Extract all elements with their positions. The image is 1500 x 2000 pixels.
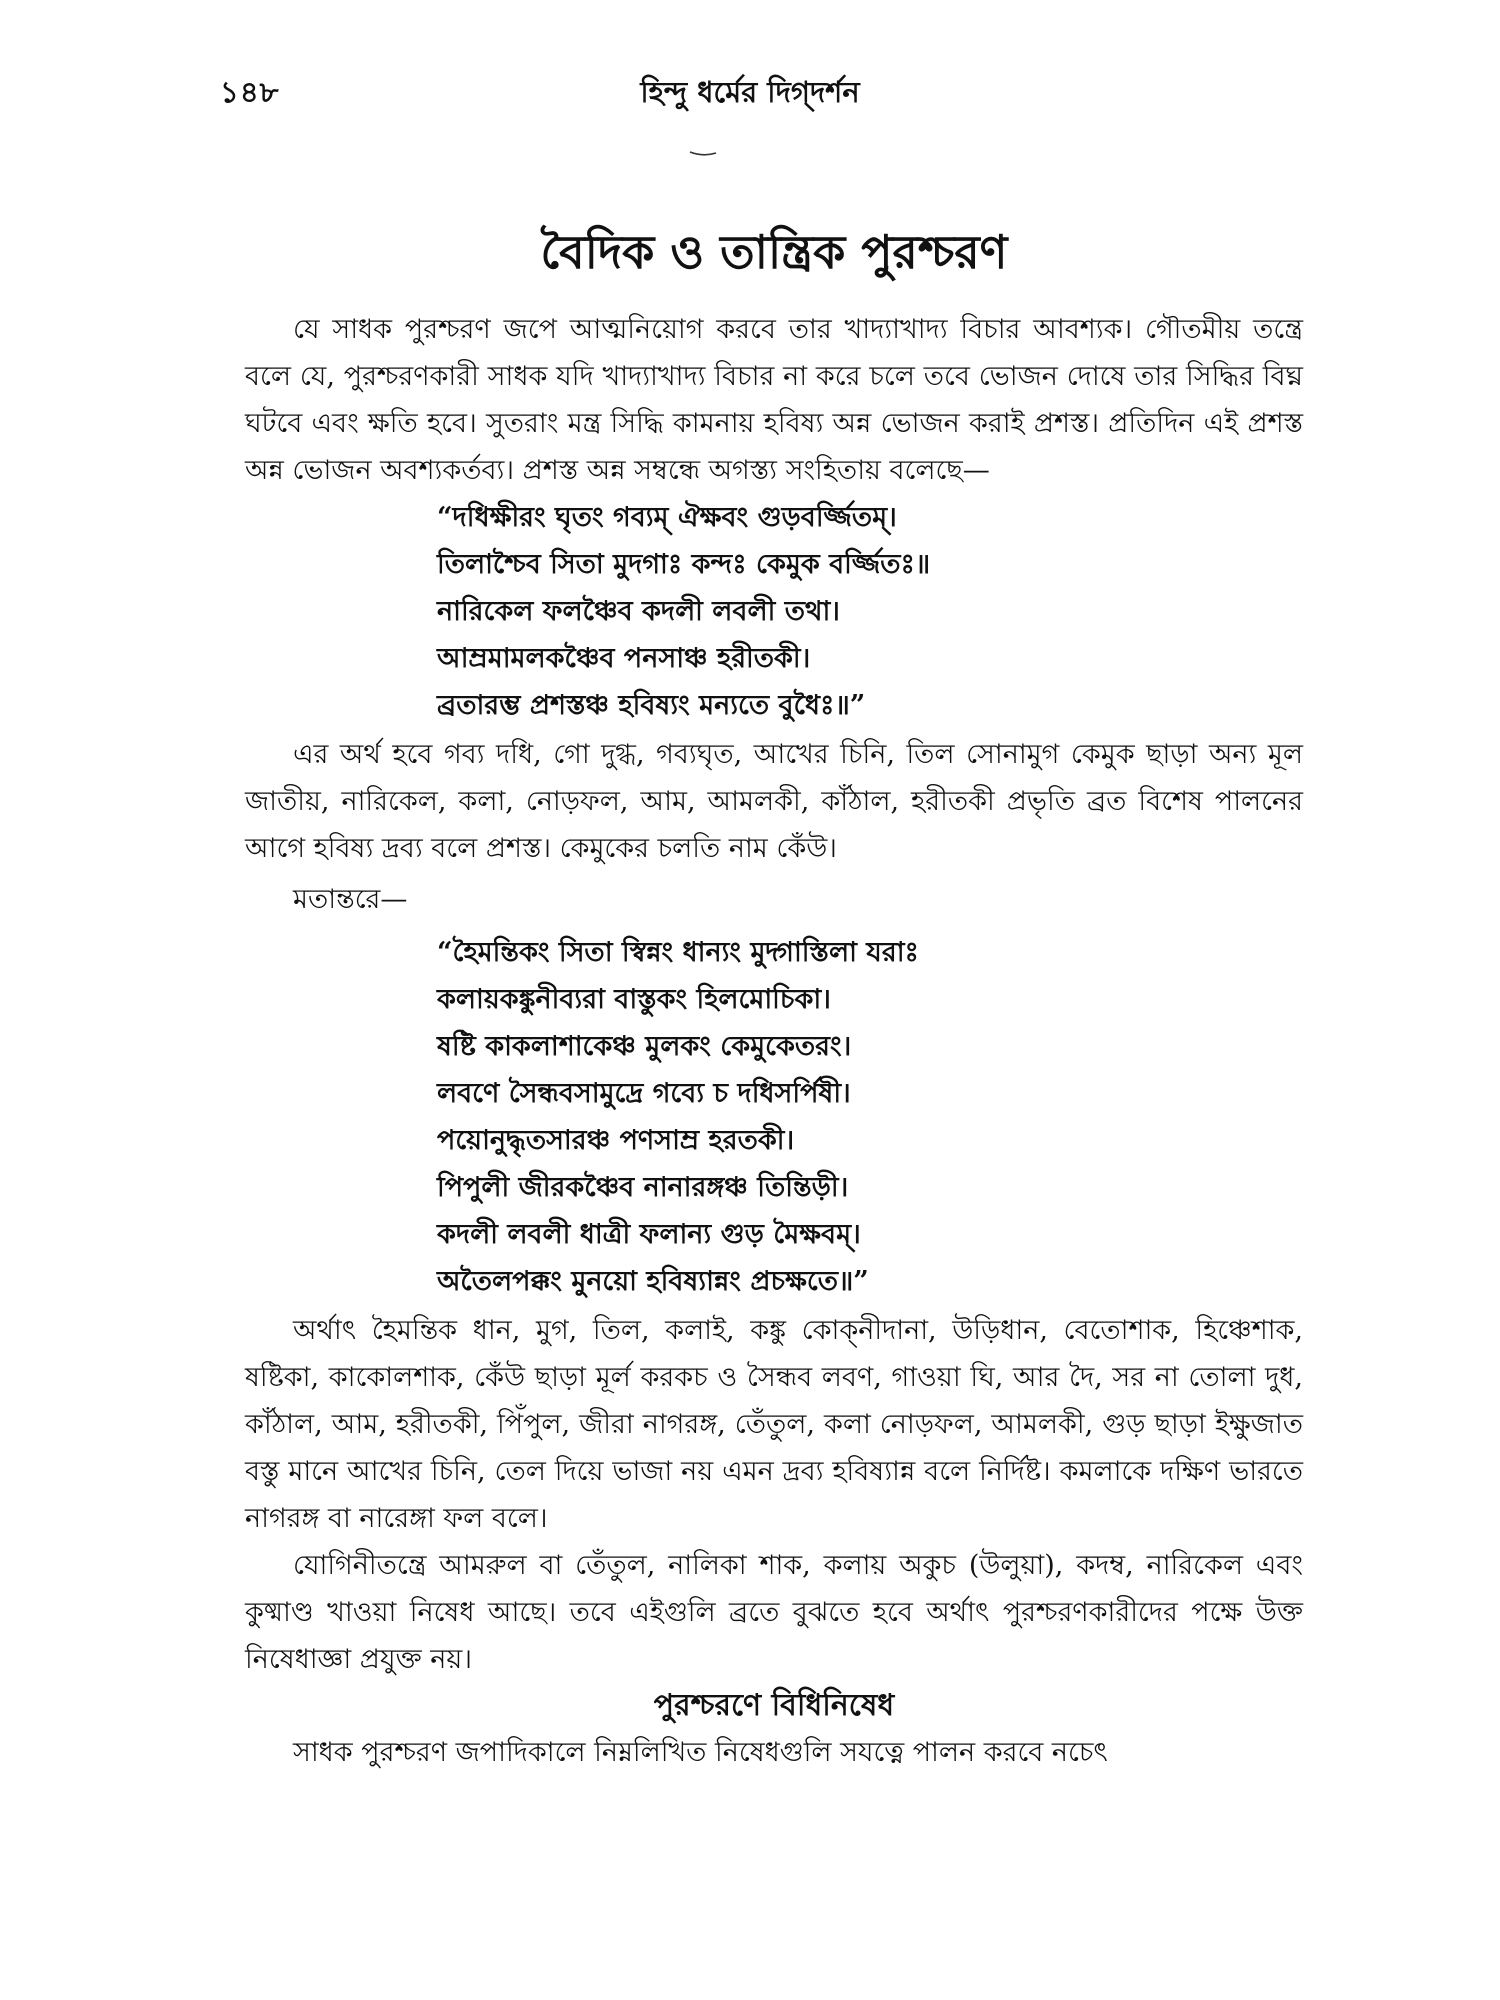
- verse-line: “হৈমন্তিকং সিতা স্বিন্নং ধান্যং মুদ্গাস্তিলা যরাঃ: [437, 937, 919, 968]
- paragraph-explanation: অর্থাৎ হৈমন্তিক ধান, মুগ, তিল, কলাই, কঙ্কু কোক্‌নীদানা, উড়িধান, বেতোশাক, হিঞ্চেশাক, ষষ্টিকা, কাকোলশাক, কেঁউ ছাড়া মূর্ল করকচ ও সৈন্ধব লবণ, গাওয়া ঘি, আর দৈ, সর না তোলা দুধ, কাঁঠাল, আম, হরীতকী, পিঁপুল, জীরা নাগরঙ্গ, তেঁতুল, কলা নোড়ফল, আমলকী, গুড় ছাড়া ইক্ষুজাত বস্তু মানে আখের চিনি, তেল দিয়ে ভাজা নয় এমন দ্রব্য হবিষ্যান্ন বলে নির্দিষ্ট। কমলাকে দক্ষিণ ভারতে নাগরঙ্গ বা নারেঙ্গা ফল বলে।: [245, 1315, 1303, 1534]
- page-body: [245, 222, 1303, 1776]
- verse-alternate: [245, 929, 1303, 1305]
- page-header: [0, 70, 1500, 110]
- verse-line: পিপুলী জীরকঞ্চৈব নানারঙ্গঞ্চ তিন্তিড়ী।: [437, 1172, 849, 1203]
- verse-line: তিলাশ্চৈব সিতা মুদগাঃ কন্দঃ কেমুক বৰ্জ্জিতঃ॥: [437, 549, 931, 580]
- verse-line: নারিকেল ফলঞ্চৈব কদলী লবলী তথা।: [437, 596, 840, 627]
- running-title: হিন্দু ধর্মের দিগ্‌দর্শন: [640, 75, 860, 109]
- chapter-title: বৈদিক ও তান্ত্রিক পুরশ্চরণ: [540, 225, 1008, 279]
- paragraph-meaning: এর অর্থ হবে গব্য দধি, গো দুগ্ধ, গব্যঘৃত, আখের চিনি, তিল সোনামুগ কেমুক ছাড়া অন্য মূল জাতীয়, নারিকেল, কলা, নোড়ফল, আম, আমলকী, কাঁঠাল, হরীতকী প্রভৃতি ব্রত বিশেষ পালনের আগে হবিষ্য দ্রব্য বলে প্রশস্ত। কেমুকের চলতি নাম কেঁউ।: [245, 739, 1303, 864]
- verse-line: লবণে সৈন্ধবসামুদ্রে গব্যে চ দধিসর্পিষী।: [437, 1078, 851, 1109]
- verse-line: পয়োনুদ্ধৃতসারঞ্চ পণসাম্র হরতকী।: [437, 1125, 795, 1156]
- header-ornament: [688, 150, 718, 156]
- paragraph-alternate-label: মতান্তরে—: [293, 884, 408, 915]
- paragraph-intro: যে সাধক পুরশ্চরণ জপে আত্মনিয়োগ করবে তার খাদ্যাখাদ্য বিচার আবশ্যক। গৌতমীয় তন্ত্রে বলে যে, পুরশ্চরণকারী সাধক যদি খাদ্যাখাদ্য বিচার না করে চলে তবে ভোজন দোষে তার সিদ্ধির বিঘ্ন ঘটবে এবং ক্ষতি হবে। সুতরাং মন্ত্র সিদ্ধি কামনায় হবিষ্য অন্ন ভোজন করাই প্রশস্ত। প্রতিদিন এই প্রশস্ত অন্ন ভোজন অবশ্যকর্তব্য। প্রশস্ত অন্ন সম্বন্ধে অগস্ত্য সংহিতায় বলেছে—: [245, 314, 1303, 486]
- section-title: পুরশ্চরণে বিধিনিষেধ: [653, 1688, 895, 1723]
- paragraph-prohibitions: সাধক পুরশ্চরণ জপাদিকালে নিম্নলিখিত নিষেধগুলি সযত্নে পালন করবে নচেৎ: [293, 1737, 1108, 1768]
- verse-line: কদলী লবলী ধাত্রী ফলান্য গুড় মৈক্ষবম্।: [437, 1219, 861, 1250]
- verse-line: আম্রমামলকঞ্চৈব পনসাঞ্চ হরীতকী।: [437, 643, 811, 674]
- verse-line: কলায়কঙ্কুনীব্যরা বাস্তুকং হিলমোচিকা।: [437, 984, 831, 1015]
- page-number: ১৪৮: [220, 75, 280, 109]
- verse-line: ষষ্টি কাকলাশাকেঞ্চ মুলকং কেমুকেতরং।: [437, 1031, 852, 1062]
- verse-agastya-samhita: [245, 494, 1303, 729]
- paragraph-yogini-tantra: যোগিনীতন্ত্রে আমরুল বা তেঁতুল, নালিকা শাক, কলায় অকুচ (উলুয়া), কদম্ব, নারিকেল এবং কুষ্মাণ্ড খাওয়া নিষেধ আছে। তবে এইগুলি ব্রতে বুঝতে হবে অর্থাৎ পুরশ্চরণকারীদের পক্ষে উক্ত নিষেধাজ্ঞা প্রযুক্ত নয়।: [245, 1550, 1303, 1675]
- verse-line: অতৈলপক্কং মুনয়ো হবিষ্যান্নং প্রচক্ষতে॥”: [437, 1266, 869, 1297]
- verse-line: “দধিক্ষীরং ঘৃতং গব্যম্ ঐক্ষবং গুড়বর্জ্জিতম্।: [437, 502, 897, 533]
- verse-line: ব্রতারম্ভ প্রশস্তঞ্চ হবিষ্যং মন্যতে বুধৈঃ॥”: [437, 690, 866, 721]
